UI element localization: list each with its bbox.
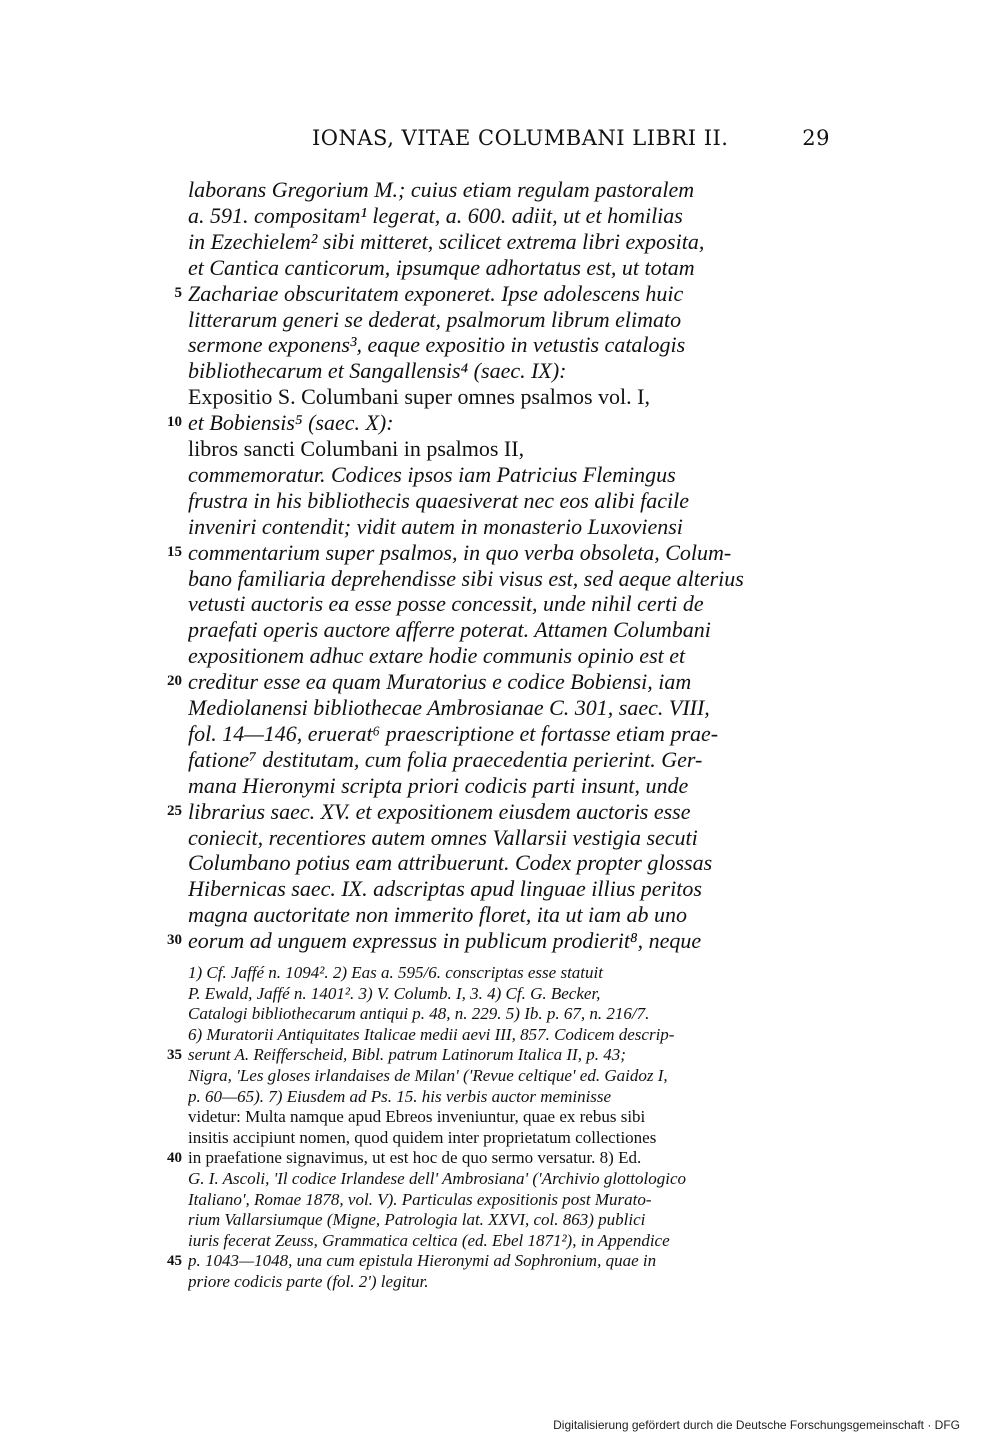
text-line: et Bobiensis⁵ (saec. X): xyxy=(188,410,394,436)
text-line: Zachariae obscuritatem exponeret. Ipse adolescens huic xyxy=(188,280,684,306)
footnote-line: p. 1043—1048, una cum epistula Hieronymi ad Sophronium, quae in xyxy=(188,1251,657,1271)
footnote-line: 1) Cf. Jaffé n. 1094². 2) Eas a. 595/6. conscriptas esse statuit xyxy=(188,963,603,982)
text-line: coniecit, recentiores autem omnes Vallarsii vestigia secuti xyxy=(188,824,698,850)
running-title: IONAS, VITAE COLUMBANI LIBRI II. xyxy=(312,126,729,150)
text-line: librarius saec. XV. et expositionem eiusdem auctoris esse xyxy=(188,798,691,824)
line-number: 30 xyxy=(167,932,182,949)
line-number: 45 xyxy=(167,1253,182,1270)
footnote-line: p. 60—65). 7) Eiusdem ad Ps. 15. his verbis auctor meminisse xyxy=(188,1086,612,1106)
footnote-line: G. I. Ascoli, 'Il codice Irlandese dell' Ambrosiana' ('Archivio glottologico xyxy=(188,1169,687,1188)
text-line: Expositio S. Columbani super omnes psalmos vol. I, xyxy=(188,384,650,410)
text-line: litterarum generi se dederat, psalmorum librum elimato xyxy=(188,306,682,332)
text-line: frustra in his bibliothecis quaesiverat nec eos alibi facile xyxy=(188,487,690,513)
text-line: commentarium super psalmos, in quo verba obsoleta, Colum- xyxy=(188,539,732,565)
text-line: laborans Gregorium M.; cuius etiam regulam pastoralem xyxy=(188,177,695,202)
text-line: libros sancti Columbani in psalmos II, xyxy=(188,436,525,461)
line-number: 10 xyxy=(167,414,182,431)
footnote-line: Catalogi bibliothecarum antiqui p. 48, n. 229. 5) Ib. p. 67, n. 216/7. xyxy=(188,1004,650,1024)
line-number: 25 xyxy=(167,802,182,819)
footnote-line: rium Vallarsiumque (Migne, Patrologia lat. XXVI, col. 863) publici xyxy=(188,1210,646,1230)
text-line: eorum ad unguem expressus in publicum prodierit⁸, neque xyxy=(188,928,702,954)
line-number: 40 xyxy=(167,1150,182,1167)
line-number: 5 xyxy=(174,284,182,301)
text-line: commemoratur. Codices ipsos iam Patricius Flemingus xyxy=(188,461,676,487)
text-line: mana Hieronymi scripta priori codicis parti insunt, unde xyxy=(188,772,689,798)
text-line: a. 591. compositam¹ legerat, a. 600. adiit, ut et homilias xyxy=(188,202,683,228)
text-line: vetusti auctoris ea esse posse concessit, unde nihil certi de xyxy=(188,591,704,617)
line-number: 35 xyxy=(167,1047,182,1064)
text-line: sermone exponens³, eaque expositio in vetustis catalogis xyxy=(188,332,686,358)
text-line: praefati operis auctore afferre poterat. Attamen Columbani xyxy=(188,617,711,643)
text-line: et Cantica canticorum, ipsumque adhortatus est, ut totam xyxy=(188,254,695,280)
footnote-line: in praefatione signavimus, ut est hoc de quo sermo versatur. 8) Ed. xyxy=(188,1148,642,1168)
text-line: creditur esse ea quam Muratorius e codice Bobiensi, iam xyxy=(188,669,692,695)
page-number: 29 xyxy=(802,126,830,150)
footnote-line: priore codicis parte (fol. 2') legitur. xyxy=(188,1272,429,1291)
text-line: bano familiaria deprehendisse sibi visus est, sed aeque alterius xyxy=(188,565,744,591)
text-line: in Ezechielem² sibi mitteret, scilicet extrema libri exposita, xyxy=(188,228,705,254)
text-line: Hibernicas saec. IX. adscriptas apud linguae illius peritos xyxy=(188,876,702,902)
footnote-line: iuris fecerat Zeuss, Grammatica celtica (ed. Ebel 1871²), in Appendice xyxy=(188,1230,670,1250)
text-line: Mediolanensi bibliothecae Ambrosianae C. 301, saec. VIII, xyxy=(188,695,710,720)
line-number: 15 xyxy=(167,543,182,560)
text-line: inveniri contendit; vidit autem in monasterio Luxoviensi xyxy=(188,513,683,539)
footnote-line: Italiano', Romae 1878, vol. V). Particulas expositionis post Murato- xyxy=(188,1189,652,1209)
text-line: Columbano potius eam attribuerunt. Codex propter glossas xyxy=(188,850,713,876)
footnote-line: P. Ewald, Jaffé n. 1401². 3) V. Columb. I, 3. 4) Cf. G. Becker, xyxy=(188,983,601,1003)
text-line: fatione⁷ destitutam, cum folia praecedentia perierint. Ger- xyxy=(188,746,703,772)
footnote-line: insitis accipiunt nomen, quod quidem inter proprietatum collectiones xyxy=(188,1127,657,1147)
footnote-line: videtur: Multa namque apud Ebreos inveniuntur, quae ex rebus sibi xyxy=(188,1107,646,1127)
digitization-credit: Digitalisierung gefördert durch die Deutsche Forschungsgemeinschaft · DFG xyxy=(553,1418,960,1432)
line-number: 20 xyxy=(167,673,182,690)
footnote-line: serunt A. Reifferscheid, Bibl. patrum Latinorum Italica II, p. 43; xyxy=(188,1045,626,1065)
text-line: expositionem adhuc extare hodie communis opinio est et xyxy=(188,643,686,669)
text-line: fol. 14—146, eruerat⁶ praescriptione et fortasse etiam prae- xyxy=(188,720,719,746)
text-line: magna auctoritate non immerito floret, ita ut iam ab uno xyxy=(188,902,688,928)
footnote-line: 6) Muratorii Antiquitates Italicae medii aevi III, 857. Codicem descrip- xyxy=(188,1024,675,1044)
footnote-line: Nigra, 'Les gloses irlandaises de Milan' ('Revue celtique' ed. Gaidoz I, xyxy=(188,1066,668,1085)
text-line: bibliothecarum et Sangallensis⁴ (saec. IX): xyxy=(188,358,567,384)
